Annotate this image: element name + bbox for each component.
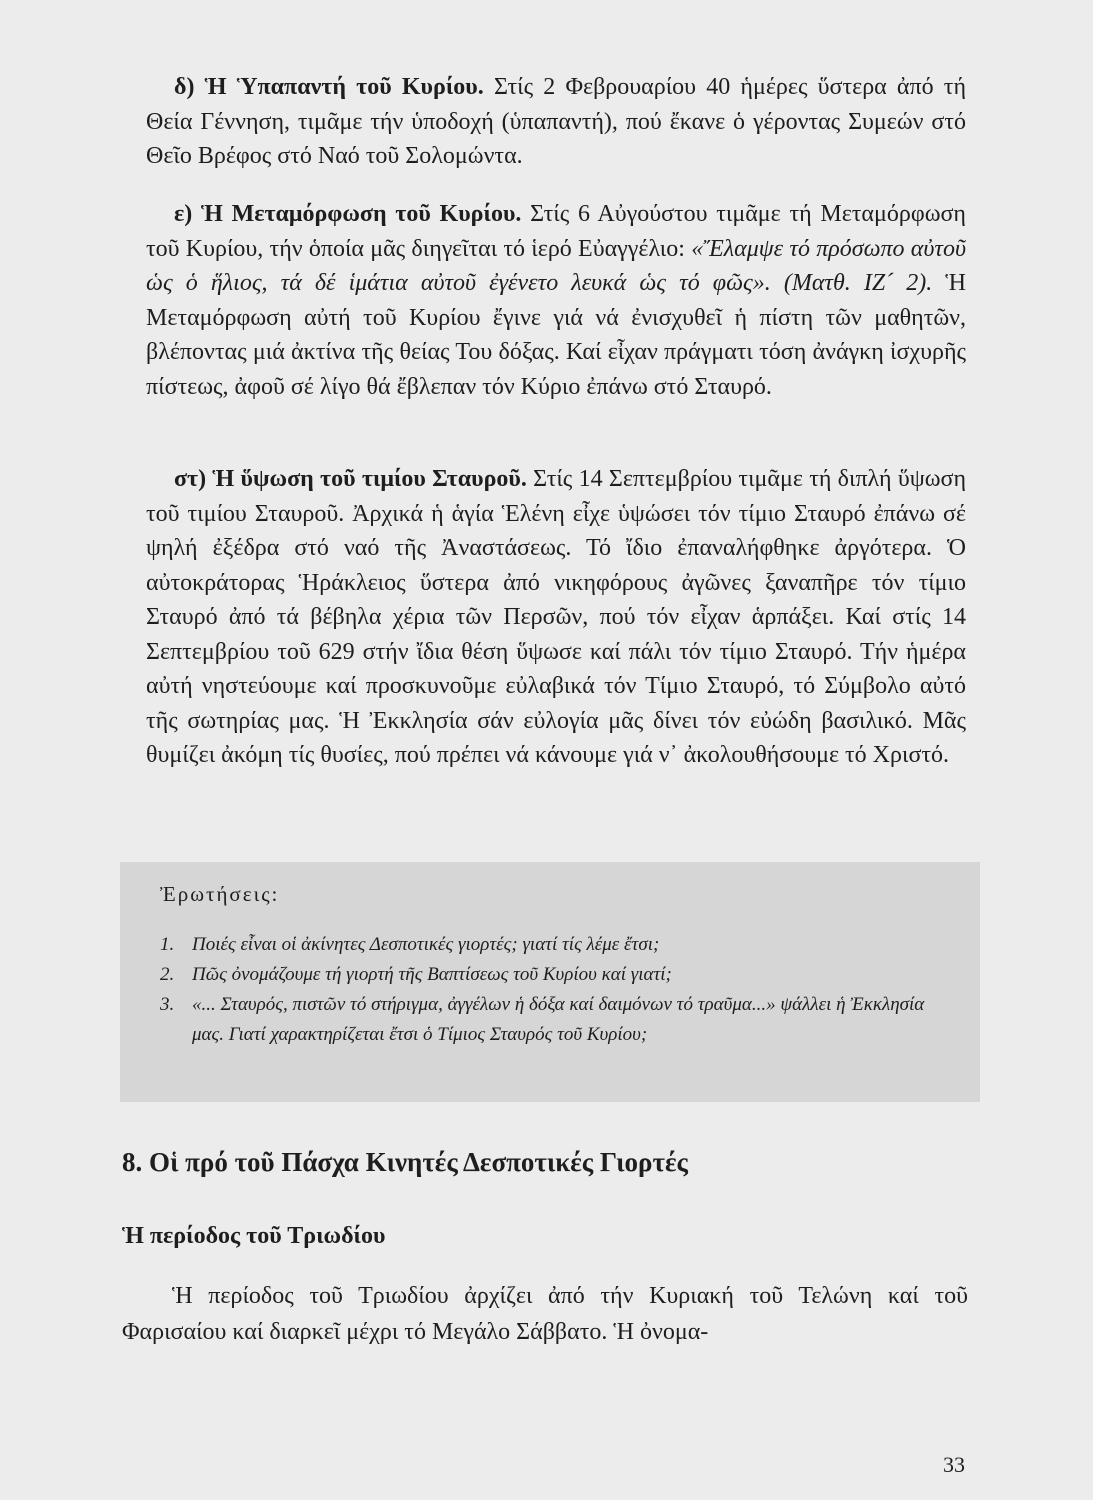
paragraph-text: Ἡ Μεταμόρφωση αὐτή τοῦ Κυρίου ἔγινε γιά νά ἐνισχυθεῖ ἡ πίστη τῶν μαθητῶν, βλέποντας μιά ἀκτίνα τῆς θείας Του δόξας. Καί εἶχαν πράγματι τόση ἀνάγκη ἰσχυρῆς πίστεως, ἀφοῦ σέ λίγο θά ἔβλεπαν τόν Κύριο ἐπάνω στό Σταυρό. [146, 270, 967, 400]
paragraph-metamorfosi [146, 197, 966, 404]
question-number: 1. [160, 934, 175, 955]
paragraph-text: Στίς 2 Φεβρουαρίου 40 ἡμέρες ὕστερα ἀπό τή Θεία Γέννηση, τιμᾶμε τήν ὑποδοχή (ὑπαπαντή), πού ἔκανε ὁ γέροντας Συμεών στό Θεῖο Βρέφος στό Ναό τοῦ Σολομώντα. [146, 74, 967, 169]
question-item [160, 930, 950, 960]
paragraph-heading: ε) Ἡ Μεταμόρφωση τοῦ Κυρίου. [174, 201, 522, 227]
paragraph-text: Στίς 6 Αὐγούστου τιμᾶμε τή Μεταμόρφωση τοῦ Κυρίου, τήν ὁποία μᾶς διηγεῖται τό ἱερό Εὐαγγέλιο: [146, 201, 966, 262]
question-item [160, 960, 950, 990]
page-number: 33 [943, 1452, 965, 1477]
question-number: 2. [160, 964, 175, 985]
section-subtitle: Ἡ περίοδος τοῦ Τριωδίου [122, 1223, 386, 1249]
scripture-quote: «Ἔλαμψε τό πρόσωπο αὐτοῦ ὡς ὁ ἥλιος, τά δέ ἱμάτια αὐτοῦ ἐγένετο λευκά ὡς τό φῶς». (Ματθ. ΙΖ´ 2). [146, 235, 967, 296]
paragraph-ypsosi-stavrou [146, 462, 966, 773]
paragraph-heading: στ) Ἡ ὕψωση τοῦ τιμίου Σταυροῦ. [174, 466, 527, 492]
paragraph-heading: δ) Ἡ Ὑπαπαντή τοῦ Κυρίου. [174, 74, 484, 100]
section-paragraph: Ἡ περίοδος τοῦ Τριωδίου ἀρχίζει ἀπό τήν Κυριακή τοῦ Τελώνη καί τοῦ Φαρισαίου καί διαρκεῖ μέχρι τό Μεγάλο Σάββατο. Ἡ ὀνομα- [122, 1283, 968, 1345]
question-text: «... Σταυρός, πιστῶν τό στήριγμα, ἀγγέλων ἡ δόξα καί δαιμόνων τό τραῦμα...» ψάλλει ἡ Ἐκκλησία μας. Γιατί χαρακτηρίζεται ἔτσι ὁ Τίμιος Σταυρός τοῦ Κυρίου; [192, 994, 925, 1045]
section-title: 8. Οἱ πρό τοῦ Πάσχα Κινητές Δεσποτικές Γιορτές [122, 1147, 688, 1177]
question-number: 3. [160, 994, 175, 1015]
question-text: Ποιές εἶναι οἱ ἀκίνητες Δεσποτικές γιορτές; γιατί τίς λέμε ἔτσι; [192, 934, 660, 955]
questions-title: Ἐρωτήσεις: [160, 882, 280, 906]
question-item [160, 990, 950, 1050]
paragraph-text: Στίς 14 Σεπτεμβρίου τιμᾶμε τή διπλή ὕψωση τοῦ τιμίου Σταυροῦ. Ἀρχικά ἡ ἁγία Ἑλένη εἶχε ὑψώσει τόν τίμιο Σταυρό ἐπάνω σέ ψηλή ἐξέδρα στό ναό τῆς Ἀναστάσεως. Τό ἴδιο ἐπαναλήφθηκε ἀργότερα. Ὁ αὐτοκράτορας Ἡράκλειος ὕστερα ἀπό νικηφόρους ἀγῶνες ξαναπῆρε τόν τίμιο Σταυρό ἀπό τά βέβηλα χέρια τῶν Περσῶν, πού τόν εἶχαν ἁρπάξει. Καί στίς 14 Σεπτεμβρίου τοῦ 629 στήν ἴδια θέση ὕψωσε καί πάλι τόν τίμιο Σταυρό. Τήν ἡμέρα αὐτή νηστεύουμε καί προσκυνοῦμε εὐλαβικά τόν Τίμιο Σταυρό, τό Σύμβολο αὐτό τῆς σωτηρίας μας. Ἡ Ἐκκλησία σάν εὐλογία μᾶς δίνει τόν εὐώδη βασιλικό. Μᾶς θυμίζει ἀκόμη τίς θυσίες, πού πρέπει νά κάνουμε γιά ν᾽ ἀκολουθήσουμε τό Χριστό. [146, 466, 967, 768]
questions-box [120, 862, 980, 1102]
questions-list [160, 930, 950, 1050]
paragraph-ypapanti [146, 70, 966, 174]
question-text: Πῶς ὀνομάζουμε τή γιορτή τῆς Βαπτίσεως τοῦ Κυρίου καί γιατί; [192, 964, 672, 985]
